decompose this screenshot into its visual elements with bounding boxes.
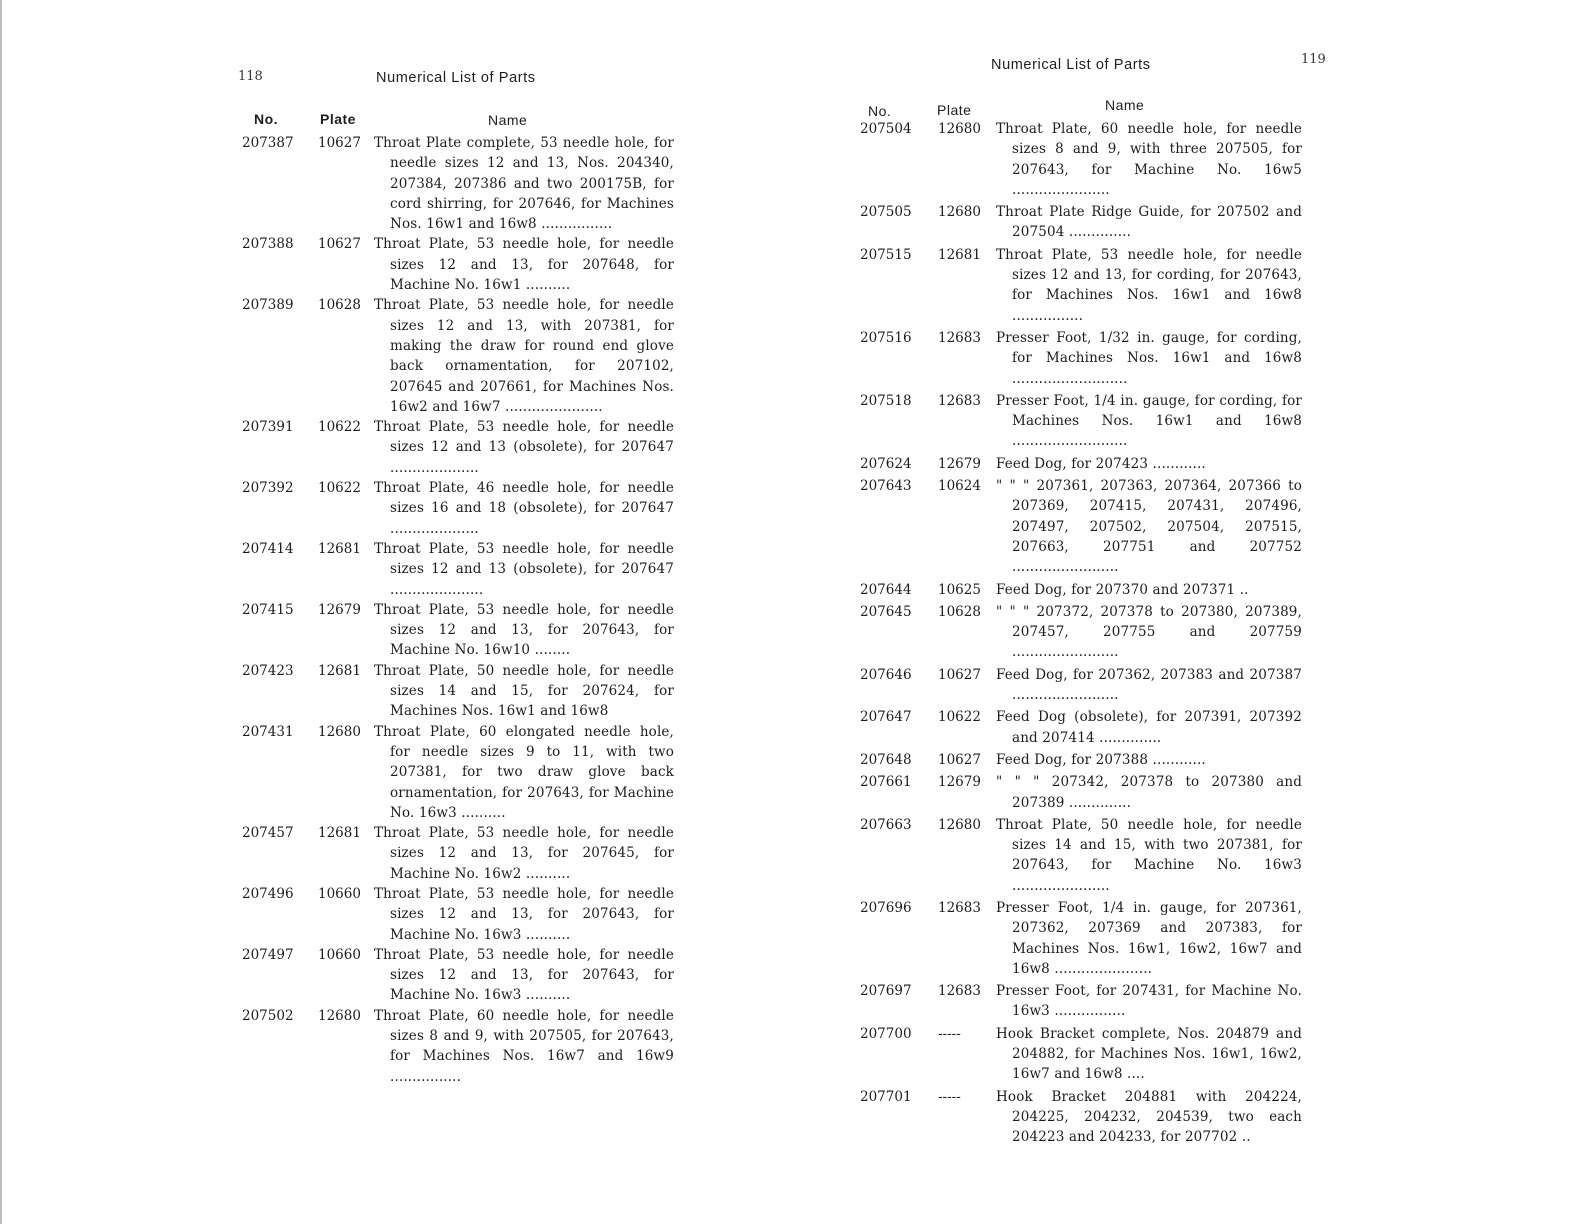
part-number: 207505 <box>860 204 912 221</box>
table-row <box>238 539 678 600</box>
part-number: 207457 <box>242 825 294 842</box>
plate-number: 12681 <box>318 540 361 557</box>
part-number: 207516 <box>860 329 912 346</box>
part-name: Throat Plate, 53 needle hole, for needle sizes 12 and 13, for 207645, for Machine No. 16w2 .......... <box>374 825 674 882</box>
part-name: Throat Plate, 53 needle hole, for needle sizes 12 and 13, for 207643, for Machine No. 16w10 ........ <box>374 601 674 659</box>
table-row <box>238 133 678 234</box>
plate-number: 12680 <box>938 121 981 137</box>
part-name: Throat Plate, 53 needle hole, for needle sizes 12 and 13, with 207381, for making the draw for round end glove back ornamentation, for 207102, 207645 and 207661, for Machines Nos. 16w2 and 16w7 ...................... <box>374 297 674 415</box>
plate-number: ----- <box>938 1025 961 1042</box>
part-number: 207392 <box>242 480 294 497</box>
plate-number: 10627 <box>938 751 981 768</box>
part-number: 207388 <box>242 236 294 253</box>
table-row <box>238 478 678 539</box>
part-number: 207387 <box>242 135 294 151</box>
plate-number: 10622 <box>318 419 361 436</box>
part-number: 207644 <box>860 581 912 598</box>
part-name: Feed Dog, for 207370 and 207371 .. <box>996 581 1249 598</box>
plate-number: 10660 <box>318 885 361 902</box>
table-row <box>858 772 1333 813</box>
part-number: 207696 <box>860 899 912 916</box>
plate-number: 10627 <box>318 236 361 253</box>
right-page-title: Numerical List of Parts <box>991 57 1151 73</box>
table-row <box>858 1087 1333 1148</box>
part-name: Throat Plate, 50 needle hole, for needle sizes 14 and 15, with two 207381, for 207643, for Machine No. 16w3 ...................... <box>996 816 1302 894</box>
part-name: Feed Dog, for 207362, 207383 and 207387 ........................ <box>996 666 1302 704</box>
part-number: 207645 <box>860 603 912 620</box>
plate-number: 12679 <box>938 774 981 791</box>
part-name: Throat Plate complete, 53 needle hole, for needle sizes 12 and 13, Nos. 204340, 207384, 207386 and two 200175B, for cord shirring, for 207646, for Machines Nos. 16w1 and 16w8 ................ <box>374 135 674 233</box>
table-row <box>238 600 678 661</box>
part-name: Feed Dog, for 207423 ............ <box>996 455 1206 472</box>
right-header-plate: Plate <box>937 102 972 118</box>
part-name: Feed Dog, for 207388 ............ <box>996 751 1206 768</box>
table-row <box>238 1006 678 1087</box>
part-number: 207414 <box>242 540 294 557</box>
part-name: Throat Plate, 46 needle hole, for needle sizes 16 and 18 (obsolete), for 207647 .................... <box>374 480 674 537</box>
part-number: 207647 <box>860 709 912 726</box>
plate-number: 10660 <box>318 946 361 963</box>
plate-number: 12683 <box>938 329 981 346</box>
part-name: Throat Plate, 60 elongated needle hole, for needle sizes 9 to 11, with two 207381, for two draw glove back ornamentation, for 207643, for Machine No. 16w3 .......... <box>374 723 674 821</box>
part-name: " " " 207361, 207363, 207364, 207366 to 207369, 207415, 207431, 207496, 207497, 207502, 207504, 207515, 207663, 207751 and 207752 ........................ <box>996 478 1302 576</box>
plate-number: 12680 <box>938 816 981 833</box>
table-row <box>858 750 1333 770</box>
table-row <box>858 476 1333 577</box>
left-parts-list <box>238 133 678 1087</box>
part-number: 207423 <box>242 662 294 679</box>
part-name: Throat Plate, 53 needle hole, for needle sizes 12 and 13, for 207643, for Machine No. 16w3 .......... <box>374 885 674 943</box>
plate-number: 12683 <box>938 392 981 409</box>
table-row <box>858 580 1333 600</box>
part-name: Throat Plate, 53 needle hole, for needle sizes 12 and 13 (obsolete), for 207647 ..................... <box>374 540 674 598</box>
plate-number: 10627 <box>938 666 981 683</box>
part-number: 207518 <box>860 392 912 409</box>
table-row <box>858 981 1333 1022</box>
plate-number: 12681 <box>318 825 361 842</box>
table-row <box>858 898 1333 979</box>
part-number: 207624 <box>860 455 912 472</box>
left-page-title: Numerical List of Parts <box>376 70 536 86</box>
plate-number: 12681 <box>938 246 981 263</box>
part-number: 207663 <box>860 816 912 833</box>
table-row <box>858 815 1333 896</box>
table-row <box>858 707 1333 748</box>
part-name: Presser Foot, 1/4 in. gauge, for 207361, 207362, 207369 and 207383, for Machines Nos. 16w1, 16w2, 16w7 and 16w8 ...................... <box>996 899 1302 977</box>
plate-number: 12683 <box>938 899 981 916</box>
plate-number: 12679 <box>938 455 981 472</box>
table-row <box>858 245 1333 326</box>
part-number: 207701 <box>860 1088 912 1105</box>
plate-number: 10628 <box>938 603 981 620</box>
part-number: 207515 <box>860 246 912 263</box>
table-row <box>238 884 678 945</box>
plate-number: 10622 <box>938 709 981 726</box>
table-row <box>238 417 678 478</box>
plate-number: 10628 <box>318 297 361 314</box>
table-row <box>238 661 678 722</box>
part-number: 207389 <box>242 297 294 314</box>
page-edge <box>0 0 2 1224</box>
part-name: Throat Plate, 50 needle hole, for needle sizes 14 and 15, for 207624, for Machines Nos. 16w1 and 16w8 <box>374 662 674 720</box>
plate-number: 10627 <box>318 135 361 151</box>
right-parts-list <box>858 119 1333 1148</box>
part-number: 207415 <box>242 601 294 618</box>
plate-number: 10622 <box>318 480 361 497</box>
plate-number: 12680 <box>938 204 981 221</box>
part-number: 207700 <box>860 1025 912 1042</box>
right-header-name: Name <box>1105 97 1145 113</box>
part-name: Presser Foot, for 207431, for Machine No. 16w3 ................ <box>996 983 1302 1020</box>
part-number: 207496 <box>242 885 294 902</box>
part-number: 207497 <box>242 946 294 963</box>
part-name: Throat Plate, 53 needle hole, for needle sizes 12 and 13, for cording, for 207643, for Machines Nos. 16w1 and 16w8 ................ <box>996 246 1302 324</box>
part-number: 207502 <box>242 1007 294 1024</box>
right-header-no: No. <box>868 103 892 119</box>
plate-number: ----- <box>938 1088 961 1105</box>
part-number: 207697 <box>860 983 912 1000</box>
part-name: Hook Bracket 204881 with 204224, 204225, 204232, 204539, two each 204223 and 204233, for 207702 .. <box>996 1088 1302 1146</box>
part-name: Presser Foot, 1/4 in. gauge, for cording, for Machines Nos. 16w1 and 16w8 .......................... <box>996 392 1302 450</box>
table-row <box>238 945 678 1006</box>
part-number: 207661 <box>860 774 912 791</box>
table-row <box>858 328 1333 389</box>
left-header-plate: Plate <box>320 111 356 127</box>
plate-number: 12681 <box>318 662 361 679</box>
part-number: 207431 <box>242 723 294 740</box>
part-number: 207504 <box>860 121 912 137</box>
part-name: " " " 207342, 207378 to 207380 and 207389 .............. <box>996 774 1302 811</box>
part-name: Presser Foot, 1/32 in. gauge, for cording, for Machines Nos. 16w1 and 16w8 .......................... <box>996 329 1302 387</box>
table-row <box>858 454 1333 474</box>
part-number: 207643 <box>860 478 912 495</box>
part-name: Throat Plate, 60 needle hole, for needle sizes 8 and 9, with 207505, for 207643, for Machines Nos. 16w7 and 16w9 ................ <box>374 1007 674 1085</box>
left-header-no: No. <box>254 111 279 127</box>
right-page-number: 119 <box>1301 52 1326 67</box>
table-row <box>238 722 678 823</box>
part-name: " " " 207372, 207378 to 207380, 207389, 207457, 207755 and 207759 ........................ <box>996 603 1302 661</box>
part-name: Feed Dog (obsolete), for 207391, 207392 and 207414 .............. <box>996 709 1302 746</box>
table-row <box>858 602 1333 663</box>
table-row <box>858 391 1333 452</box>
table-row <box>858 1024 1333 1085</box>
table-row <box>238 234 678 295</box>
part-name: Throat Plate, 53 needle hole, for needle sizes 12 and 13, for 207648, for Machine No. 16w1 .......... <box>374 236 674 294</box>
plate-number: 12680 <box>318 723 361 740</box>
part-number: 207391 <box>242 419 294 436</box>
table-row <box>858 202 1333 243</box>
left-page-number: 118 <box>238 69 263 84</box>
part-name: Throat Plate Ridge Guide, for 207502 and 207504 .............. <box>996 204 1302 241</box>
part-number: 207646 <box>860 666 912 683</box>
plate-number: 10624 <box>938 478 981 495</box>
table-row <box>238 823 678 884</box>
part-name: Throat Plate, 53 needle hole, for needle sizes 12 and 13, for 207643, for Machine No. 16w3 .......... <box>374 946 674 1004</box>
table-row <box>858 665 1333 706</box>
part-number: 207648 <box>860 751 912 768</box>
table-row <box>858 119 1333 200</box>
part-name: Hook Bracket complete, Nos. 204879 and 204882, for Machines Nos. 16w1, 16w2, 16w7 and 16w8 .... <box>996 1025 1302 1083</box>
plate-number: 12679 <box>318 601 361 618</box>
part-name: Throat Plate, 60 needle hole, for needle sizes 8 and 9, with three 207505, for 207643, for Machine No. 16w5 ...................... <box>996 121 1302 198</box>
part-name: Throat Plate, 53 needle hole, for needle sizes 12 and 13 (obsolete), for 207647 .................... <box>374 419 674 476</box>
plate-number: 10625 <box>938 581 981 598</box>
left-header-name: Name <box>488 112 528 128</box>
plate-number: 12683 <box>938 983 981 1000</box>
table-row <box>238 295 678 417</box>
plate-number: 12680 <box>318 1007 361 1024</box>
